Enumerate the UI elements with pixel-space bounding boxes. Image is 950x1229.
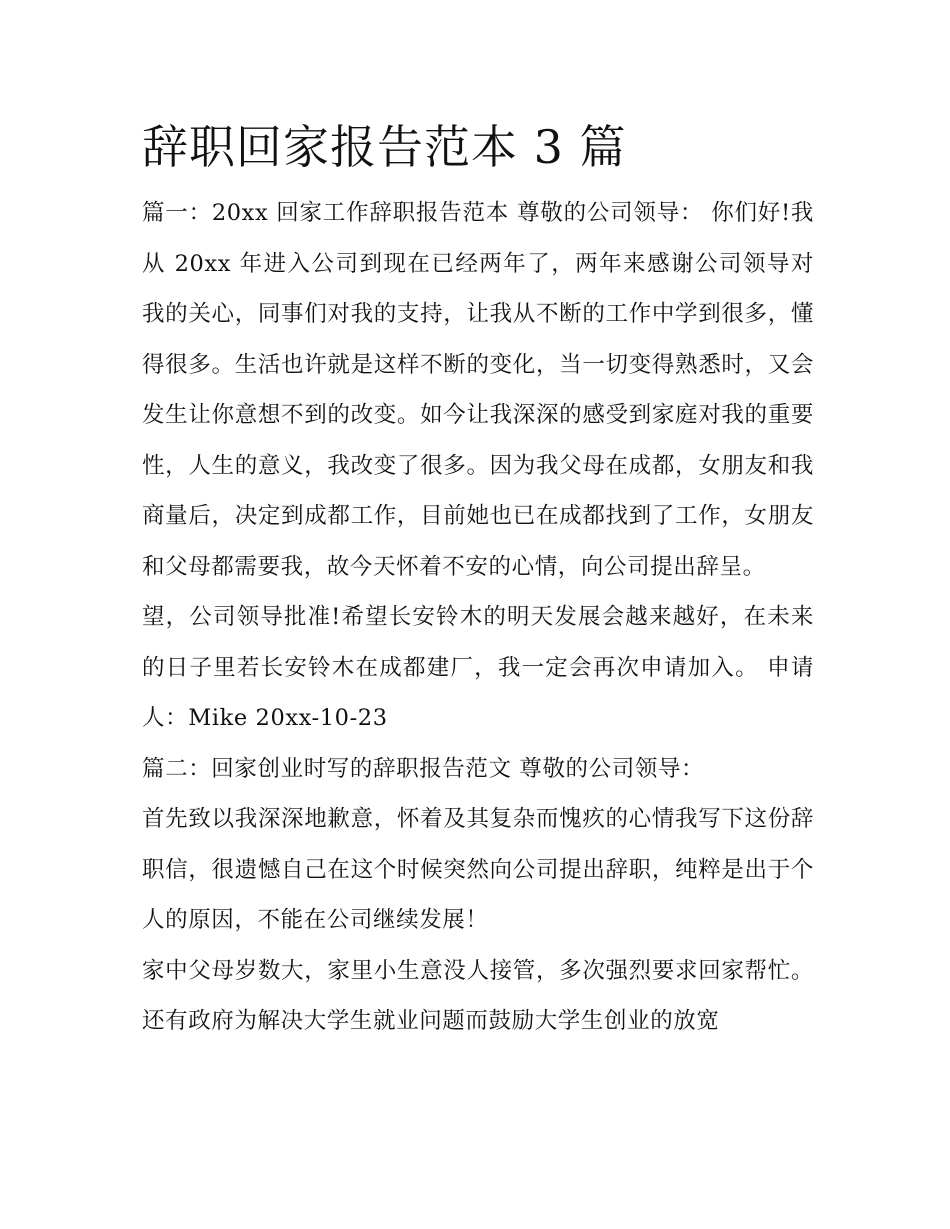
document-title: 辞职回家报告范本 3 篇	[142, 120, 627, 174]
document-body	[142, 188, 814, 1047]
paragraph-part-one-closing: 望，公司领导批准!希望长安铃木的明天发展会越来越好，在未来的日子里若长安铃木在成都建厂，我一定会再次申请加入。 申请人：Mike 20xx-10-23	[142, 604, 814, 731]
paragraph-part-two-apology: 首先致以我深深地歉意，怀着及其复杂而愧疚的心情我写下这份辞职信，很遗憾自己在这个时候突然向公司提出辞职，纯粹是出于个人的原因，不能在公司继续发展！	[142, 806, 814, 933]
paragraph-part-two-reason: 家中父母岁数大，家里小生意没人接管，多次强烈要求回家帮忙。还有政府为解决大学生就业问题而鼓励大学生创业的放宽	[142, 957, 814, 1034]
paragraph-part-one-intro: 篇一：20xx 回家工作辞职报告范本 尊敬的公司领导： 你们好!我从 20xx 年进入公司到现在已经两年了，两年来感谢公司领导对我的关心，同事们对我的支持，让我从不断的工作中学到很多，懂得很多。生活也许就是这样不断的变化，当一切变得熟悉时，又会发生让你意想不到的改变。如今让我深深的感受到家庭对我的重要性，人生的意义，我改变了很多。因为我父母在成都，女朋友和我商量后，决定到成都工作，目前她也已在成都找到了工作，女朋友和父母都需要我，故今天怀着不安的心情，向公司提出辞呈。	[142, 200, 814, 580]
paragraph-part-two-heading: 篇二：回家创业时写的辞职报告范文 尊敬的公司领导：	[142, 755, 705, 782]
document-page	[142, 112, 814, 1047]
